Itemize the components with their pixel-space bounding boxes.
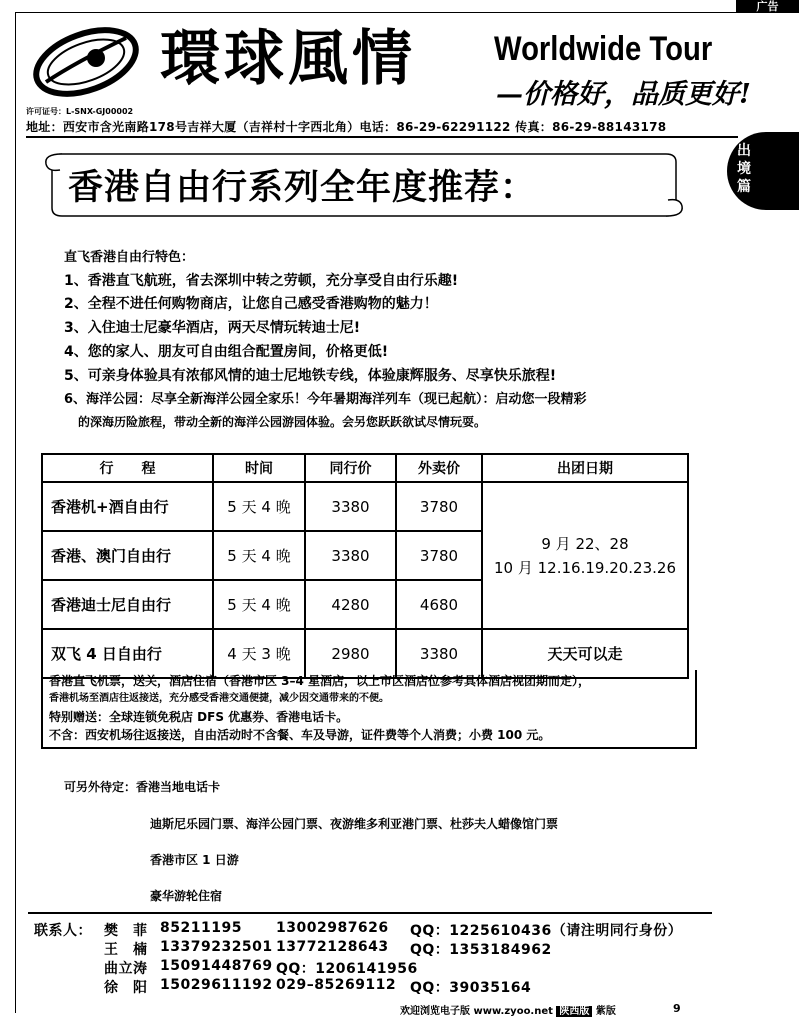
route-cell: 香港、澳门自由行 bbox=[42, 531, 213, 580]
footer bbox=[400, 1002, 616, 1017]
extras-item: 迪斯尼乐园门票、海洋公园门票、夜游维多利亚港门票、杜莎夫人蜡像馆门票 bbox=[150, 817, 559, 831]
extras-item: 豪华游轮住宿 bbox=[150, 889, 223, 903]
route-cell: 香港迪士尼自由行 bbox=[42, 580, 213, 629]
trade-price-cell: 3380 bbox=[305, 482, 396, 531]
brand-title: 環球風情 bbox=[160, 24, 416, 94]
slogan: —价格好，品质更好! bbox=[496, 79, 751, 110]
note-line: 香港直飞机票，送关，酒店住宿（香港市区 3–4 星酒店，以上市区酒店位参考具体酒店视团期而定）， bbox=[49, 674, 591, 688]
departure-dates-cell bbox=[482, 482, 688, 629]
footer-website: 欢迎浏览电子版 www.zyoo.net bbox=[400, 1006, 553, 1017]
extras-item: 香港市区 1 日游 bbox=[150, 853, 239, 867]
contacts-divider bbox=[28, 912, 712, 914]
trade-price-cell: 4280 bbox=[305, 580, 396, 629]
contact-phone: 15029611192 bbox=[160, 977, 273, 993]
address-line: 地址：西安市含光南路178号吉祥大厦（吉祥村十字西北角）电话：86-29-62291122 传真：86-29-88143178 bbox=[26, 120, 667, 134]
header-retail-price: 外卖价 bbox=[396, 454, 482, 482]
dates-line-1: 9 月 22、28 bbox=[541, 534, 629, 553]
retail-price-cell: 4680 bbox=[396, 580, 482, 629]
brand-english: Worldwide Tour bbox=[494, 30, 713, 68]
contact-name: 徐 阳 bbox=[104, 980, 148, 996]
page-number: 9 bbox=[673, 1002, 681, 1015]
feature-item-continued: 的深海历险旅程，带动全新的海洋公园游园体验。会另您跃跃欲试尽情玩耍。 bbox=[78, 414, 487, 429]
trade-price-cell: 3380 bbox=[305, 531, 396, 580]
retail-price-cell: 3780 bbox=[396, 482, 482, 531]
feature-item: 1、香港直飞航班，省去深圳中转之劳顿，充分享受自由行乐趣! bbox=[64, 272, 459, 289]
table-header-row bbox=[42, 454, 688, 482]
dates-line-2: 10 月 12.16.19.20.23.26 bbox=[494, 558, 676, 577]
header-departure: 出团日期 bbox=[482, 454, 688, 482]
contact-qq: QQ：1225610436（请注明同行身份） bbox=[410, 923, 683, 939]
contacts-label: 联系人： bbox=[34, 923, 92, 939]
banner-title: 香港自由行系列全年度推荐： bbox=[68, 168, 537, 208]
feature-item: 6、海洋公园：尽享全新海洋公园全家乐！今年暑期海洋列车（现已起航）：启动您一段精彩 bbox=[64, 392, 587, 408]
retail-price-cell: 3380 bbox=[396, 629, 482, 678]
contact-phone: 15091448769 bbox=[160, 958, 273, 974]
package-notes bbox=[41, 670, 697, 749]
contact-qq: QQ：39035164 bbox=[410, 980, 532, 996]
footer-edition-box: 陕西版 bbox=[556, 1006, 592, 1017]
time-cell: 5 天 4 晚 bbox=[213, 482, 305, 531]
contact-qq: QQ：1353184962 bbox=[410, 942, 552, 958]
departure-dates-cell: 天天可以走 bbox=[482, 629, 688, 678]
ad-tag: 广告 bbox=[736, 0, 799, 13]
side-tab bbox=[727, 132, 799, 210]
contact-phone: 13379232501 bbox=[160, 939, 273, 955]
note-line: 不含：西安机场往返接送，自由活动时不含餐、车及导游，证件费等个人消费；小费 100 元。 bbox=[49, 728, 551, 742]
feature-item: 4、您的家人、朋友可自由组合配置房间，价格更低! bbox=[64, 343, 389, 360]
trade-price-cell: 2980 bbox=[305, 629, 396, 678]
side-tab-label: 出境篇 bbox=[737, 143, 751, 195]
time-cell: 5 天 4 晚 bbox=[213, 531, 305, 580]
contact-name: 曲立涛 bbox=[104, 961, 148, 977]
license-number: 许可证号：L-SNX-GJ00002 bbox=[26, 107, 134, 116]
contact-name: 王 楠 bbox=[104, 942, 148, 958]
footer-edition: 紫版 bbox=[595, 1006, 616, 1017]
contact-mobile: 13772128643 bbox=[276, 939, 389, 955]
note-line: 特别赠送：全球连锁免税店 DFS 优惠券、香港电话卡。 bbox=[49, 710, 349, 724]
header-time: 时间 bbox=[213, 454, 305, 482]
time-cell: 4 天 3 晚 bbox=[213, 629, 305, 678]
feature-list bbox=[64, 246, 724, 432]
extras-label: 可另外待定：香港当地电话卡 bbox=[64, 780, 221, 794]
tour-price-table bbox=[41, 453, 689, 679]
contact-mobile: 029–85269112 bbox=[276, 977, 397, 993]
feature-item: 2、全程不进任何购物商店，让您自己感受香港购物的魅力！ bbox=[64, 296, 438, 313]
contact-phone: 85211195 bbox=[160, 920, 242, 936]
header-route: 行 程 bbox=[42, 454, 213, 482]
contact-mobile: 13002987626 bbox=[276, 920, 389, 936]
feature-heading: 直飞香港自由行特色： bbox=[64, 250, 195, 265]
feature-item: 5、可亲身体验具有浓郁风情的迪士尼地铁专线，体验康辉服务、尽享快乐旅程! bbox=[64, 367, 557, 384]
retail-price-cell: 3780 bbox=[396, 531, 482, 580]
feature-item: 3、入住迪士尼豪华酒店，两天尽情玩转迪士尼! bbox=[64, 320, 361, 337]
route-cell: 香港机+酒自由行 bbox=[42, 482, 213, 531]
time-cell: 5 天 4 晚 bbox=[213, 580, 305, 629]
header-divider bbox=[26, 136, 738, 138]
globe-logo-icon bbox=[26, 22, 146, 100]
table-row bbox=[42, 482, 688, 531]
contact-qq: QQ：1206141956 bbox=[276, 961, 418, 977]
header-trade-price: 同行价 bbox=[305, 454, 396, 482]
route-cell: 双飞 4 日自由行 bbox=[42, 629, 213, 678]
contact-name: 樊 菲 bbox=[104, 923, 148, 939]
note-line: 香港机场至酒店往返接送，充分感受香港交通便捷，减少因交通带来的不便。 bbox=[49, 693, 389, 704]
